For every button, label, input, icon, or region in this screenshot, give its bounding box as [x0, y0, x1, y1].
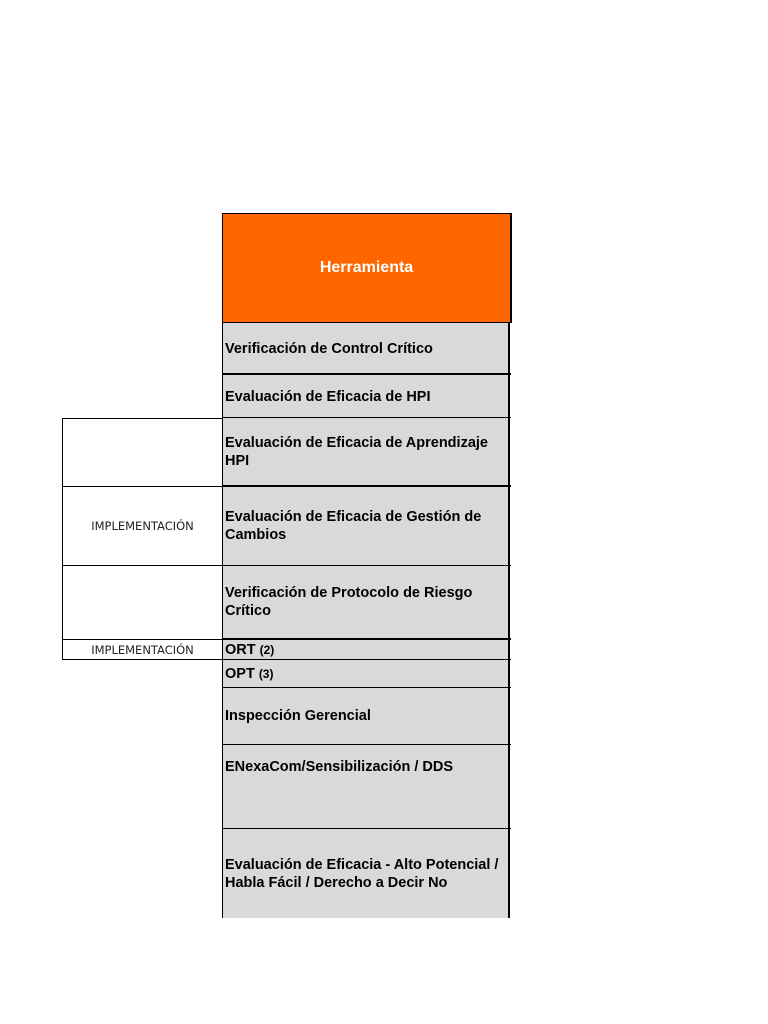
tool-row-4[interactable]: [222, 487, 510, 565]
tool-label: ENexaCom/Sensibilización / DDS: [225, 759, 454, 775]
stage-label: IMPLEMENTACIÓN: [91, 642, 194, 657]
stage-cell-3[interactable]: [62, 565, 222, 640]
tool-row-8[interactable]: [222, 688, 510, 744]
tool-row-5[interactable]: [222, 566, 510, 638]
tool-label: Verificación de Control Crítico: [225, 340, 433, 357]
tool-row-ort[interactable]: [222, 640, 510, 659]
tool-label: ORT: [225, 641, 256, 658]
tool-label: Evaluación de Eficacia de HPI: [225, 388, 431, 405]
tool-row-3[interactable]: [222, 418, 510, 486]
column-header-herramienta[interactable]: [222, 213, 512, 323]
tool-label: Evaluación de Eficacia de Gestión de Cambios: [225, 509, 482, 543]
tool-label: Evaluación de Eficacia - Alto Potencial / Habla Fácil / Derecho a Decir No: [225, 856, 499, 891]
tool-row-10[interactable]: [222, 829, 510, 918]
tool-footnote: (3): [258, 666, 274, 681]
stage-cell-2[interactable]: [62, 486, 222, 566]
tool-label: OPT: [225, 665, 255, 682]
tool-row-opt[interactable]: [222, 660, 510, 687]
tool-row-9[interactable]: [222, 745, 510, 828]
stage-cell-1[interactable]: [62, 418, 222, 487]
tool-label: Verificación de Protocolo de Riesgo Crítico: [225, 585, 473, 619]
stage-cell-4[interactable]: [62, 639, 222, 660]
header-title: Herramienta: [319, 259, 414, 276]
tool-label: Evaluación de Eficacia de Aprendizaje HPI: [225, 435, 488, 469]
tool-row-1[interactable]: [222, 323, 510, 374]
tool-footnote: (2): [259, 642, 275, 657]
tool-row-2[interactable]: [222, 375, 510, 418]
tool-label: Inspección Gerencial: [225, 708, 371, 724]
stage-label: IMPLEMENTACIÓN: [91, 519, 194, 533]
